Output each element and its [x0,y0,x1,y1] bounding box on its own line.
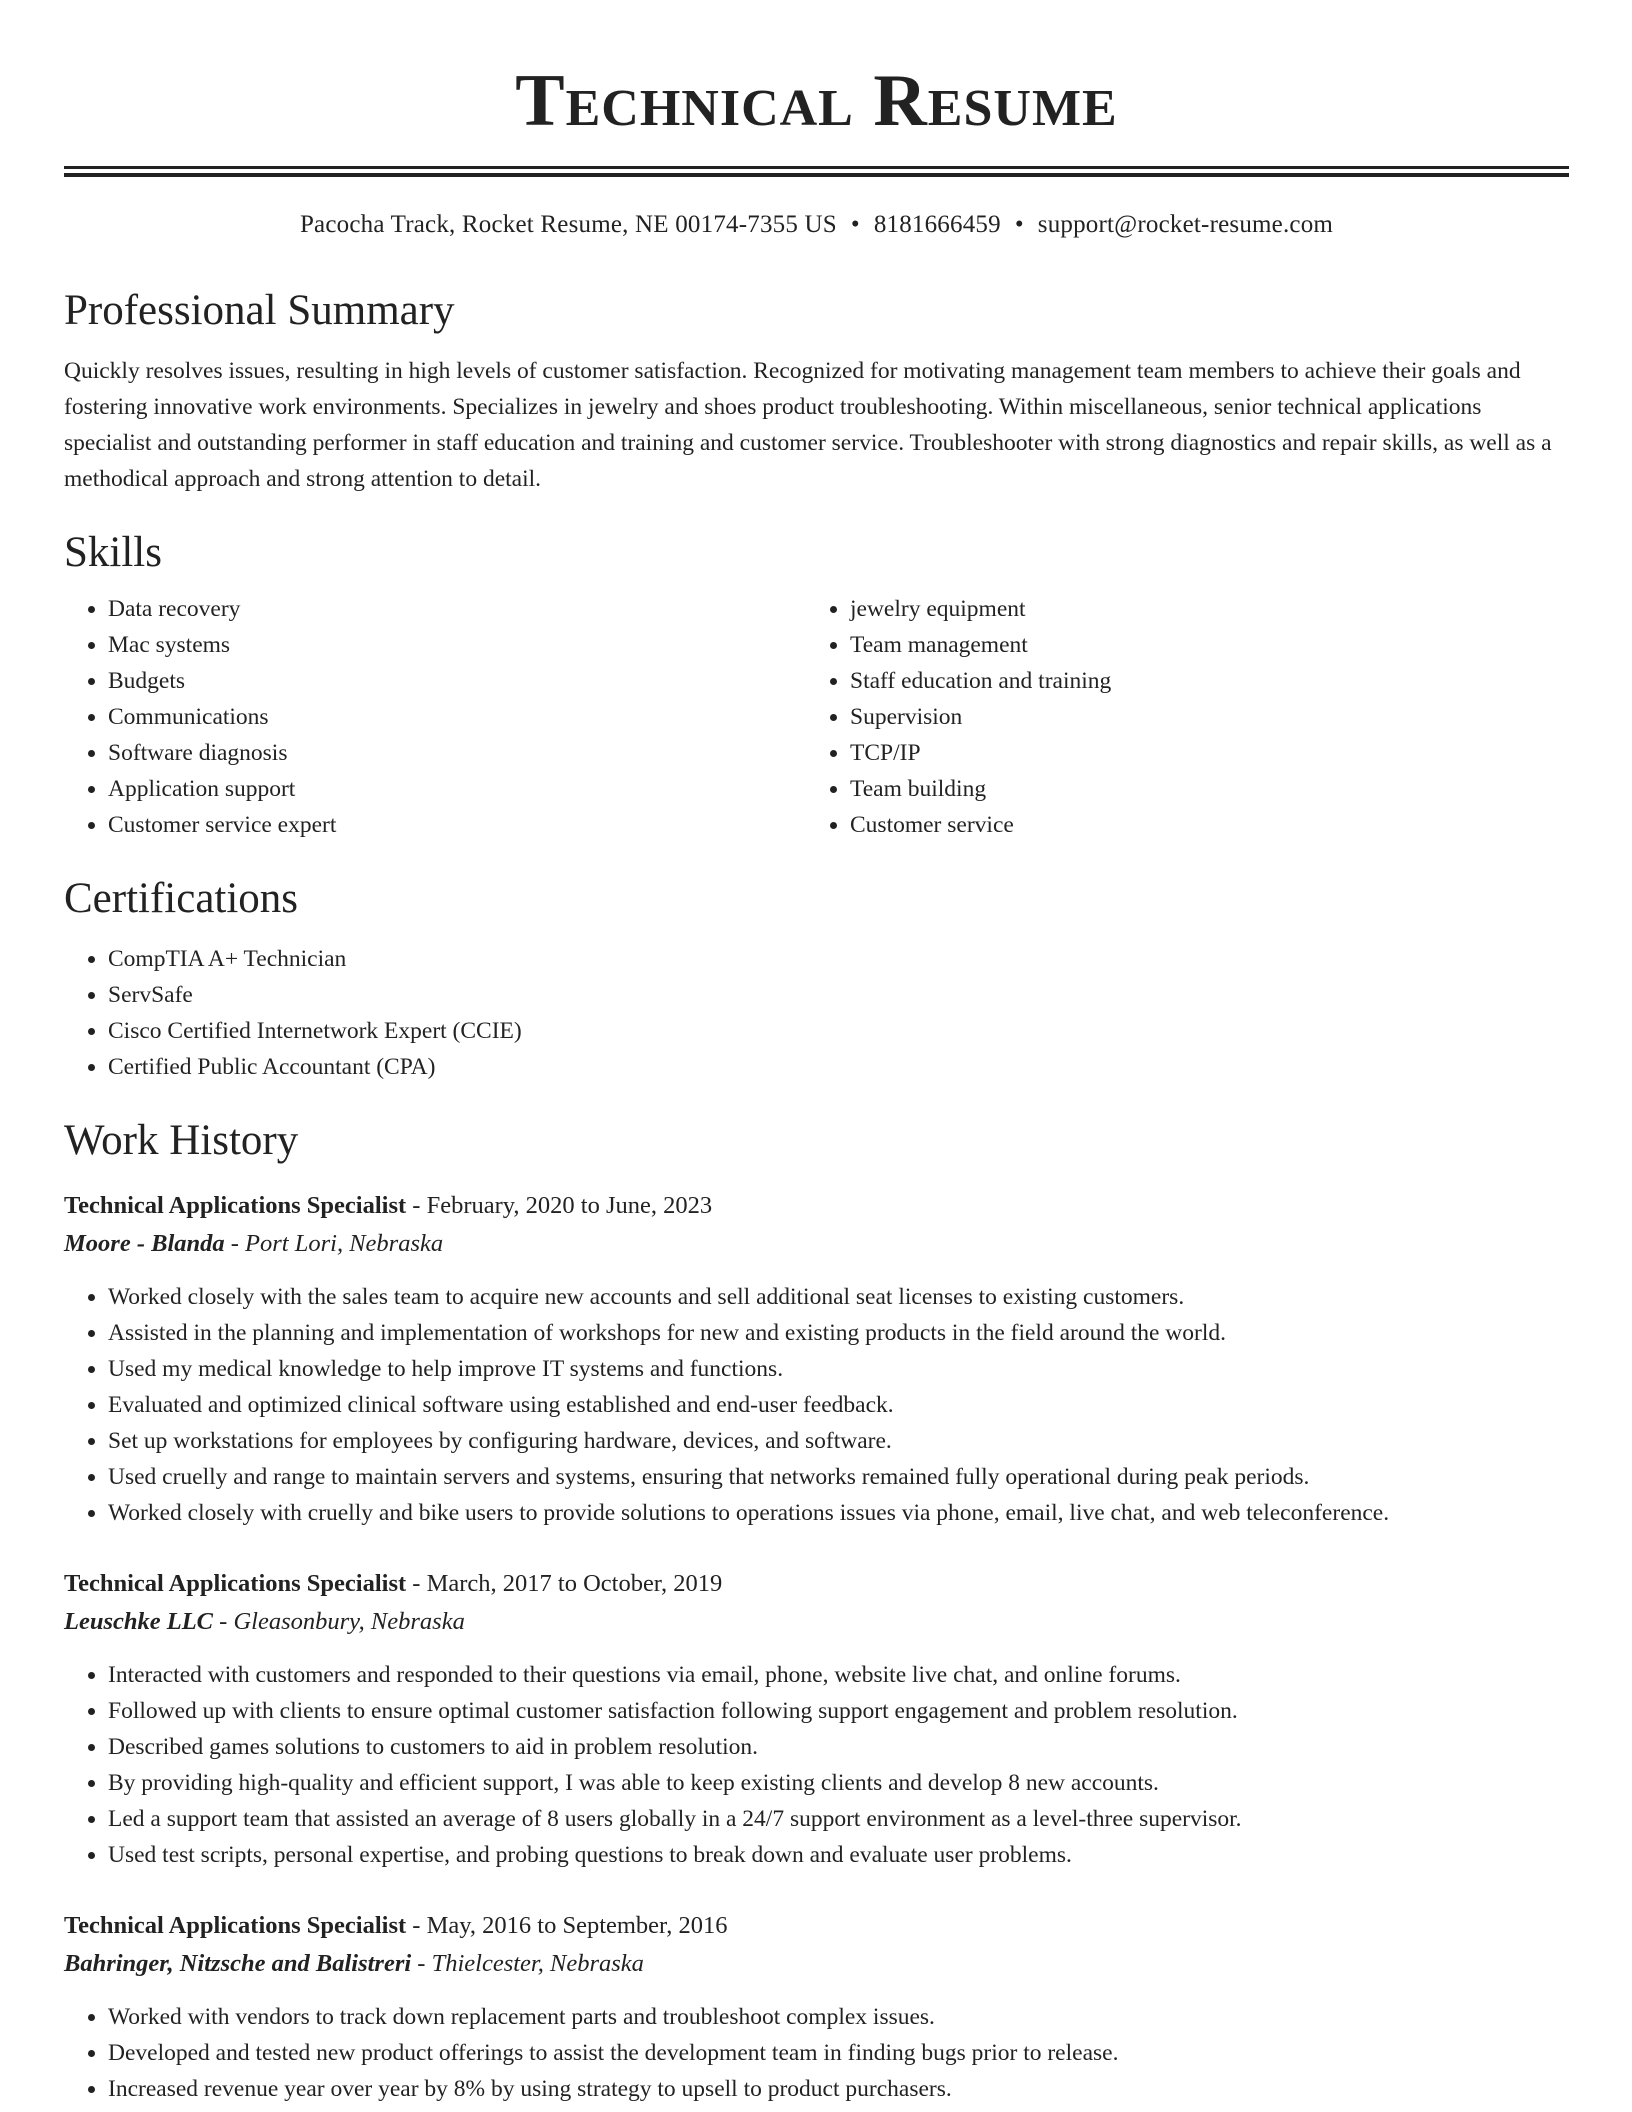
job-bullet: • Worked closely with cruelly and bike users to provide solutions to operations issues via phone, email, live chat, and web teleconference. [108,1495,1569,1531]
job-title-line [64,1565,1569,1603]
job-bullet: • Worked with vendors to track down replacement parts and troubleshoot complex issues. [108,1999,1569,2035]
job-bullet: • Developed and tested new product offerings to assist the development team in finding bugs prior to release. [108,2035,1569,2071]
job-title: Technical Applications Specialist [64,1192,407,1219]
job-title-line [64,1187,1569,1225]
job-dates: - March, 2017 to October, 2019 [406,1570,723,1597]
job-bullet: • Worked closely with the sales team to acquire new accounts and sell additional seat licenses to existing customers. [108,1279,1569,1315]
job-bullet: • Interacted with customers and responded to their questions via email, phone, website live chat, and online forums. [108,1657,1569,1693]
contact-address: Pacocha Track, Rocket Resume, NE 00174-7355 US [299,211,837,238]
job-entry [64,1907,1569,2107]
skill-item: • Supervision [850,699,1548,735]
certifications-list [64,941,1569,1085]
job-bullet: • Used test scripts, personal expertise, and probing questions to break down and evaluate user problems. [108,1837,1569,1873]
company-line [64,1945,1569,1983]
job-bullet: • Assisted in the planning and implementation of workshops for new and existing products in the field around the world. [108,1315,1569,1351]
skills-list-right [806,591,1548,843]
company-name: Moore - Blanda [64,1230,225,1257]
job-bullet: • Evaluated and optimized clinical software using established and end-user feedback. [108,1387,1569,1423]
work-history-heading: Work History [64,1117,299,1164]
resume-title: Technical Resume [515,60,1118,142]
job-bullet: • Used cruelly and range to maintain servers and systems, ensuring that networks remained fully operational during peak periods. [108,1459,1569,1495]
certification-item: • ServSafe [108,977,1569,1013]
certification-item: • Cisco Certified Internetwork Expert (CCIE) [108,1013,1569,1049]
job-bullets [64,1999,1569,2107]
title-divider [64,166,1569,177]
job-entry [64,1565,1569,1873]
job-bullets [64,1657,1569,1873]
contact-separator: • [1014,211,1024,238]
company-name: Leuschke LLC [64,1608,214,1635]
certification-item: • Certified Public Accountant (CPA) [108,1049,1569,1085]
skill-item: • Team building [850,771,1548,807]
contact-email: support@rocket-resume.com [1037,211,1334,238]
summary-heading: Professional Summary [64,287,455,334]
job-bullets [64,1279,1569,1531]
job-bullet: • Increased revenue year over year by 8% by using strategy to upsell to product purchasers. [108,2071,1569,2107]
contact-separator: • [850,211,860,238]
skill-item: • Team management [850,627,1548,663]
job-dates: - February, 2020 to June, 2023 [406,1192,713,1219]
company-line [64,1603,1569,1641]
skill-item: • jewelry equipment [850,591,1548,627]
contact-line [64,209,1569,241]
job-bullet: • Set up workstations for employees by configuring hardware, devices, and software. [108,1423,1569,1459]
summary-text: Quickly resolves issues, resulting in high levels of customer satisfaction. Recognized for motivating management team members to achieve their goals and fostering innovative work environments. Specializes in jewelry and shoes product troubleshooting. Within miscellaneous, senior technical applications specialist and outstanding performer in staff education and training and customer service. Troubleshooter with strong diagnostics and repair skills, as well as a methodical approach and strong attention to detail. [64,358,1552,492]
skills-heading: Skills [64,529,162,576]
job-bullet: • Followed up with clients to ensure optimal customer satisfaction following support engagement and problem resolution. [108,1693,1569,1729]
skill-item: • Customer service [850,807,1548,843]
company-location: - Port Lori, Nebraska [224,1230,444,1257]
skill-item: • Communications [108,699,806,735]
job-bullet: • Led a support team that assisted an average of 8 users globally in a 24/7 support environment as a level-three supervisor. [108,1801,1569,1837]
skill-item: • TCP/IP [850,735,1548,771]
skills-columns [64,591,1569,843]
skill-item: • Customer service expert [108,807,806,843]
skill-item: • Staff education and training [850,663,1548,699]
skill-item: • Data recovery [108,591,806,627]
skill-item: • Mac systems [108,627,806,663]
company-location: - Thielcester, Nebraska [411,1950,644,1977]
job-dates: - May, 2016 to September, 2016 [406,1912,728,1939]
job-bullet: • By providing high-quality and efficient support, I was able to keep existing clients and develop 8 new accounts. [108,1765,1569,1801]
skill-item: • Application support [108,771,806,807]
certifications-heading: Certifications [64,875,299,922]
job-entry [64,1187,1569,1531]
skills-list-left [64,591,806,843]
company-name: Bahringer, Nitzsche and Balistreri [64,1950,412,1977]
skill-item: • Software diagnosis [108,735,806,771]
skill-item: • Budgets [108,663,806,699]
certification-item: • CompTIA A+ Technician [108,941,1569,977]
resume-page [64,0,1569,2107]
job-title: Technical Applications Specialist [64,1912,407,1939]
company-location: - Gleasonbury, Nebraska [213,1608,465,1635]
job-bullet: • Used my medical knowledge to help improve IT systems and functions. [108,1351,1569,1387]
job-title-line [64,1907,1569,1945]
job-title: Technical Applications Specialist [64,1570,407,1597]
contact-phone: 8181666459 [873,211,1001,238]
company-line [64,1225,1569,1263]
job-bullet: • Described games solutions to customers to aid in problem resolution. [108,1729,1569,1765]
